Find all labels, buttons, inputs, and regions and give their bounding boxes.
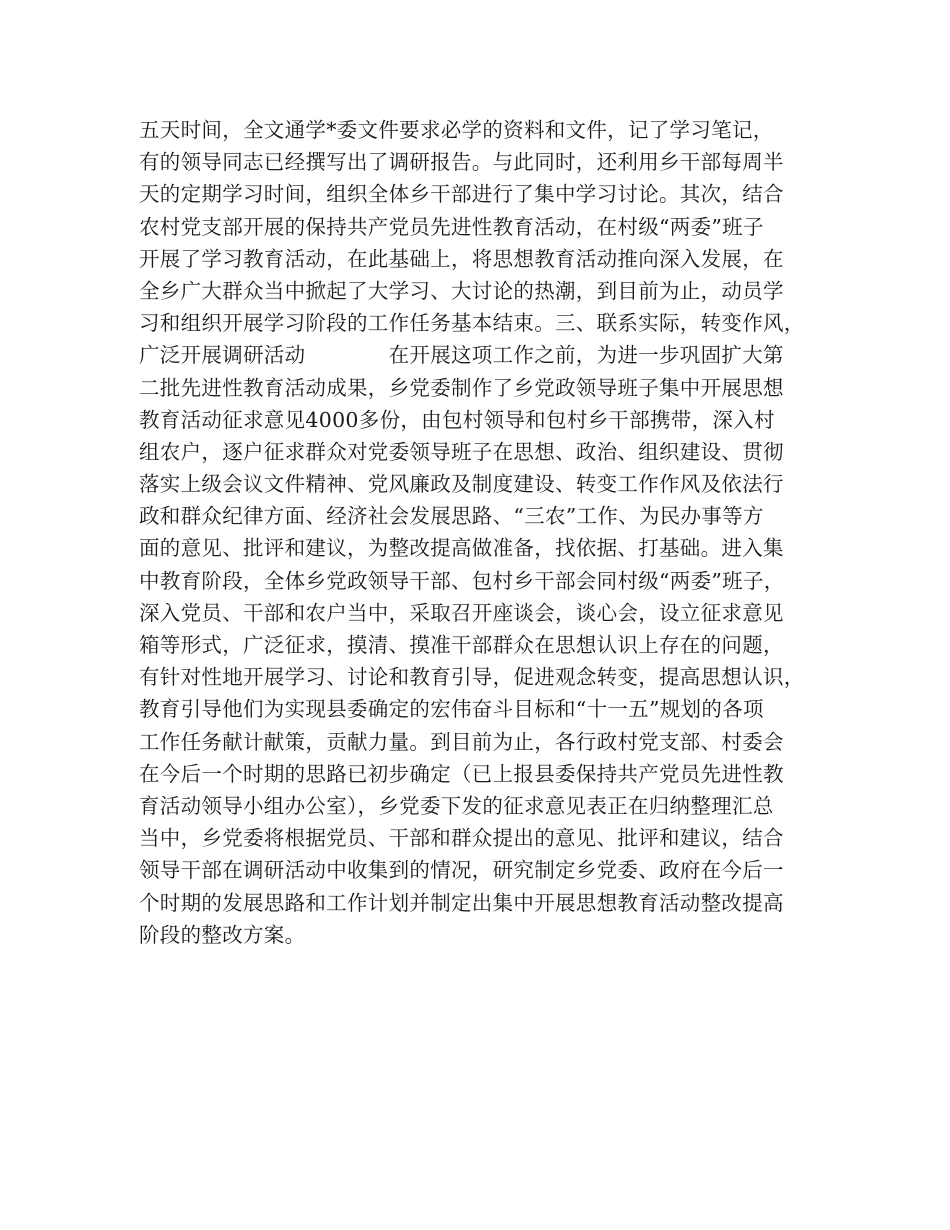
text-line: 阶段的整改方案。 [139, 922, 306, 947]
text-line: 深入党员、干部和农户当中，采取召开座谈会，谈心会，设立征求意见 [139, 600, 784, 625]
body-text [139, 114, 839, 951]
text-line: 领导干部在调研活动中收集到的情况，研究制定乡党委、政府在今后一 [139, 858, 784, 883]
text-line: 教育引导他们为实现县委确定的宏伟奋斗目标和“十一五”规划的各项 [139, 697, 764, 722]
text-line: 中教育阶段，全体乡党政领导干部、包村乡干部会同村级“两委”班子， [139, 568, 785, 593]
text-line: 在今后一个时期的思路已初步确定（已上报县委保持共产党员先进性教 [139, 761, 784, 786]
text-line: 工作任务献计献策，贡献力量。到目前为止，各行政村党支部、村委会 [139, 729, 784, 754]
text-line: 二批先进性教育活动成果，乡党委制作了乡党政领导班子集中开展思想 [139, 375, 784, 400]
text-line: 育活动领导小组办公室），乡党委下发的征求意见表正在归纳整理汇总 [139, 793, 774, 818]
text-line: 农村党支部开展的保持共产党员先进性教育活动，在村级“两委”班子 [139, 214, 764, 239]
text-line: 有的领导同志已经撰写出了调研报告。与此同时，还利用乡干部每周半 [139, 150, 784, 175]
text-line: 天的定期学习时间，组织全体乡干部进行了集中学习讨论。其次，结合 [139, 182, 784, 207]
text-line: 全乡广大群众当中掀起了大学习、大讨论的热潮，到目前为止，动员学 [139, 278, 784, 303]
text-line: 开展了学习教育活动，在此基础上，将思想教育活动推向深入发展，在 [139, 246, 784, 271]
text-line: 个时期的发展思路和工作计划并制定出集中开展思想教育活动整改提高 [139, 890, 784, 915]
text-line: 落实上级会议文件精神、党风廉政及制度建设、转变工作作风及依法行 [139, 472, 784, 497]
text-line: 当中，乡党委将根据党员、干部和群众提出的意见、批评和建议，结合 [139, 826, 784, 851]
text-line: 组农户，逐户征求群众对党委领导班子在思想、政治、组织建设、贯彻 [139, 439, 784, 464]
text-line: 箱等形式，广泛征求，摸清、摸准干部群众在思想认识上存在的问题， [139, 633, 784, 657]
text-line: 习和组织开展学习阶段的工作任务基本结束。三、联系实际，转变作风， [139, 311, 805, 336]
text-line: 教育活动征求意见4000多份，由包村领导和包村乡干部携带，深入村 [139, 407, 775, 432]
text-line: 面的意见、批评和建议，为整改提高做准备，找依据、打基础。进入集 [139, 536, 784, 561]
text-line: 五天时间，全文通学*委文件要求必学的资料和文件，记了学习笔记， [139, 118, 774, 142]
text-line: 广泛开展调研活动 在开展这项工作之前，为进一步巩固扩大第 [139, 343, 784, 368]
text-line: 政和群众纪律方面、经济社会发展思路、“三农”工作、为民办事等方 [139, 504, 764, 529]
text-line: 有针对性地开展学习、讨论和教育引导，促进观念转变，提高思想认识， [139, 665, 805, 690]
